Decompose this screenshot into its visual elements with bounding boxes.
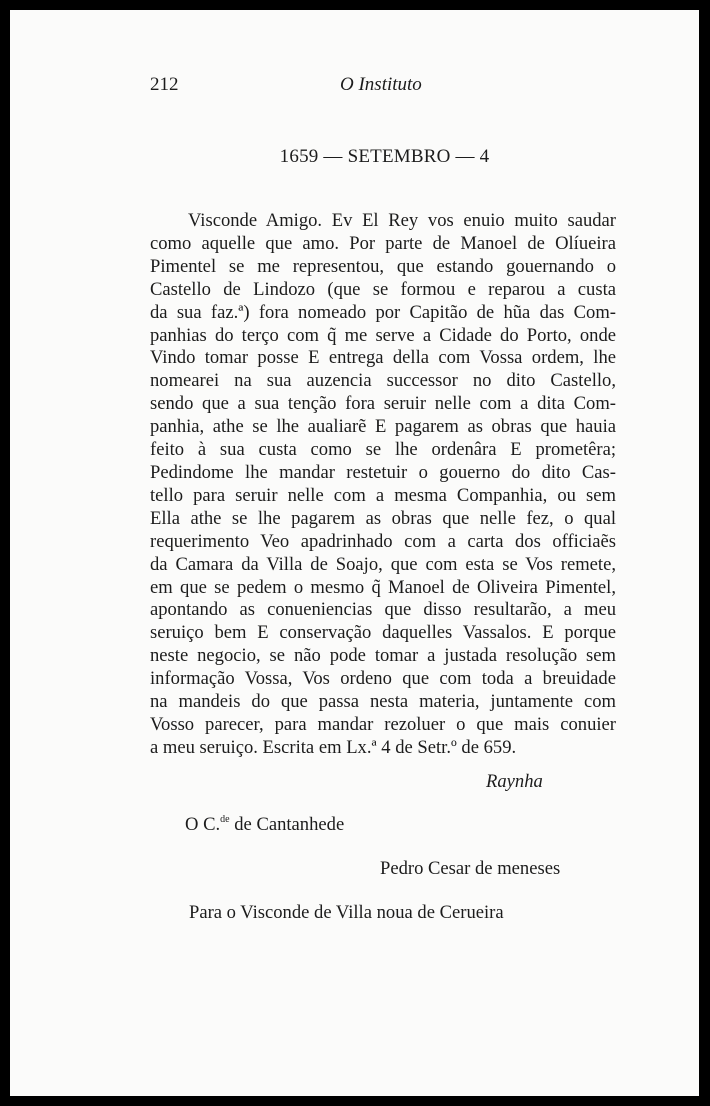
running-title: O Instituto — [340, 74, 422, 95]
body-line: requerimento Veo apadrinhado com a carta dos officiaẽs — [150, 530, 616, 552]
body-line: feito à sua custa como se lhe ordenâra E prometêra; — [150, 439, 616, 461]
signature-raynha: Raynha — [486, 771, 543, 792]
signature-conde — [185, 814, 344, 836]
body-line: seruiço bem E conservação daquelles Vassalos. E porque — [150, 622, 616, 644]
body-line: Pedindome lhe mandar restetuir o gouerno do dito Cas- — [150, 461, 616, 483]
document-page — [10, 10, 699, 1096]
body-line: panhias do terço com q̃ me serve a Cidade do Porto, onde — [150, 324, 616, 346]
body-line: na mandeis do que passa nesta materia, juntamente com — [150, 691, 616, 713]
body-line: sendo que a sua tenção fora seruir nelle com a dita Com- — [150, 393, 616, 415]
body-line: Castello de Lindozo (que se formou e reparou a custa — [150, 278, 616, 300]
body-line: da sua faz.ª) fora nomeado por Capitão de hũa das Com- — [150, 301, 616, 323]
body-line: Visconde Amigo. Ev El Rey vos enuio muito saudar — [188, 210, 616, 231]
body-line: da Camara da Villa de Soajo, que com esta se Vos remete, — [150, 553, 616, 575]
body-line: como aquelle que amo. Por parte de Manoel de Olíueira — [150, 232, 616, 254]
conde-superscript: de — [220, 814, 230, 825]
body-line: apontando as conueniencias que disso resultarão, a meu — [150, 599, 616, 621]
letter-address: Para o Visconde de Villa noua de Cerueira — [189, 902, 504, 923]
body-line: Ella athe se lhe pagarem as obras que nelle fez, o qual — [150, 507, 616, 529]
body-line: em que se pedem o mesmo q̃ Manoel de Oliveira Pimentel, — [150, 576, 616, 598]
body-line: tello para seruir nelle com a mesma Companhia, ou sem — [150, 484, 616, 506]
letter-body — [150, 210, 616, 760]
body-line: informação Vossa, Vos ordeno que com toda a breuidade — [150, 668, 616, 690]
conde-prefix: O C. — [185, 814, 221, 835]
conde-suffix: de Cantanhede — [229, 814, 345, 835]
signature-pedro: Pedro Cesar de meneses — [380, 858, 561, 879]
body-line: nomearei na sua auzencia successor no dito Castello, — [150, 370, 616, 392]
body-line: panhia, athe se lhe aualiarẽ E pagarem as obras que hauia — [150, 416, 616, 438]
page-header — [10, 74, 699, 104]
body-line: neste negocio, se não pode tomar a justada resolução sem — [150, 645, 616, 667]
body-line: Vindo tomar posse E entrega della com Vossa ordem, lhe — [150, 347, 616, 369]
body-line: Vosso parecer, para mandar rezoluer o que mais conuier — [150, 713, 616, 735]
body-line: Pimentel se me representou, que estando gouernando o — [150, 255, 616, 277]
page-number: 212 — [150, 74, 179, 95]
letter-date-heading: 1659 — SETEMBRO — 4 — [279, 146, 490, 167]
body-line: a meu seruiço. Escrita em Lx.ª 4 de Setr.º de 659. — [150, 736, 517, 758]
